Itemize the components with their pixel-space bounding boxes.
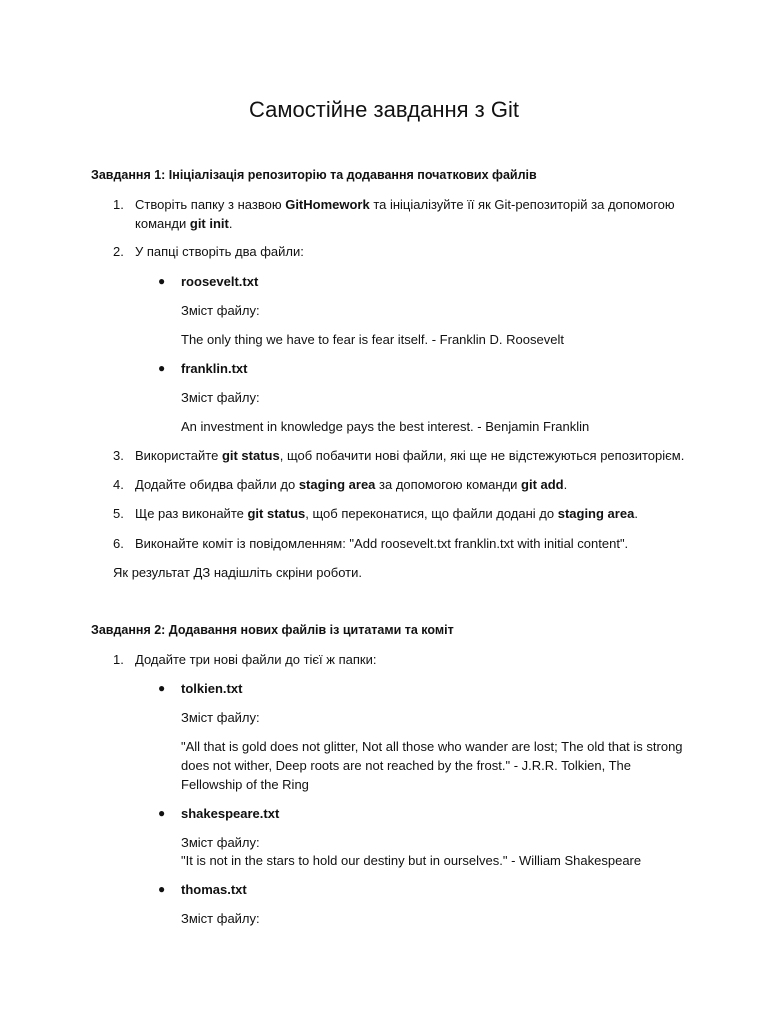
task2-heading: Завдання 2: Додавання нових файлів із цитатами та коміт	[91, 623, 454, 637]
task1-item2-text: У папці створіть два файли:	[135, 244, 304, 259]
file-content-label: Зміст файлу:	[181, 710, 260, 725]
file-content-tolkien-line1: "All that is gold does not glitter, Not all those who wander are lost; The old that is strong	[181, 739, 683, 754]
task1-item2-number: 2.	[113, 244, 124, 259]
task1-result-note: Як результат ДЗ надішліть скріни роботи.	[113, 565, 362, 580]
task1-heading: Завдання 1: Ініціалізація репозиторію та додавання початкових файлів	[91, 168, 537, 182]
bullet-icon: ●	[158, 274, 166, 288]
bullet-icon: ●	[158, 806, 166, 820]
file-content-tolkien-line3: Fellowship of the Ring	[181, 777, 309, 792]
file-content-franklin: An investment in knowledge pays the best interest. - Benjamin Franklin	[181, 419, 590, 434]
file-name-tolkien: tolkien.txt	[181, 681, 243, 696]
task1-item1-line2: команди git init.	[135, 216, 233, 231]
task1-item5-number: 5.	[113, 506, 124, 521]
file-content-roosevelt: The only thing we have to fear is fear itself. - Franklin D. Roosevelt	[181, 332, 564, 347]
task1-item6-number: 6.	[113, 536, 124, 551]
file-name-roosevelt: roosevelt.txt	[181, 274, 259, 289]
task1-item4-text: Додайте обидва файли до staging area за допомогою команди git add.	[135, 477, 568, 492]
task1-item1-line1: Створіть папку з назвою GitHomework та ініціалізуйте її як Git-репозиторій за допомогою	[135, 197, 675, 212]
file-content-tolkien-line2: does not wither, Deep roots are not reached by the frost." - J.R.R. Tolkien, The	[181, 758, 631, 773]
file-content-label: Зміст файлу:	[181, 303, 260, 318]
task2-item1-text: Додайте три нові файли до тієї ж папки:	[135, 652, 377, 667]
task1-item6-text: Виконайте коміт із повідомленням: "Add roosevelt.txt franklin.txt with initial content".	[135, 536, 629, 551]
file-name-franklin: franklin.txt	[181, 361, 248, 376]
task1-item3-number: 3.	[113, 448, 124, 463]
file-name-thomas: thomas.txt	[181, 882, 247, 897]
task2-item1-number: 1.	[113, 652, 124, 667]
file-content-shakespeare: "It is not in the stars to hold our destiny but in ourselves." - William Shakespeare	[181, 853, 642, 868]
task1-item4-number: 4.	[113, 477, 124, 492]
task1-item1-number: 1.	[113, 197, 124, 212]
file-content-label: Зміст файлу:	[181, 835, 260, 850]
page-title: Самостійне завдання з Git	[249, 97, 519, 122]
task1-item3-text: Використайте git status, щоб побачити нові файли, які ще не відстежуються репозиторієм.	[135, 448, 685, 463]
task1-item5-text: Ще раз виконайте git status, щоб переконатися, що файли додані до staging area.	[135, 506, 638, 521]
file-content-label: Зміст файлу:	[181, 911, 260, 926]
bullet-icon: ●	[158, 361, 166, 375]
file-name-shakespeare: shakespeare.txt	[181, 806, 280, 821]
bullet-icon: ●	[158, 882, 166, 896]
file-content-label: Зміст файлу:	[181, 390, 260, 405]
bullet-icon: ●	[158, 681, 166, 695]
